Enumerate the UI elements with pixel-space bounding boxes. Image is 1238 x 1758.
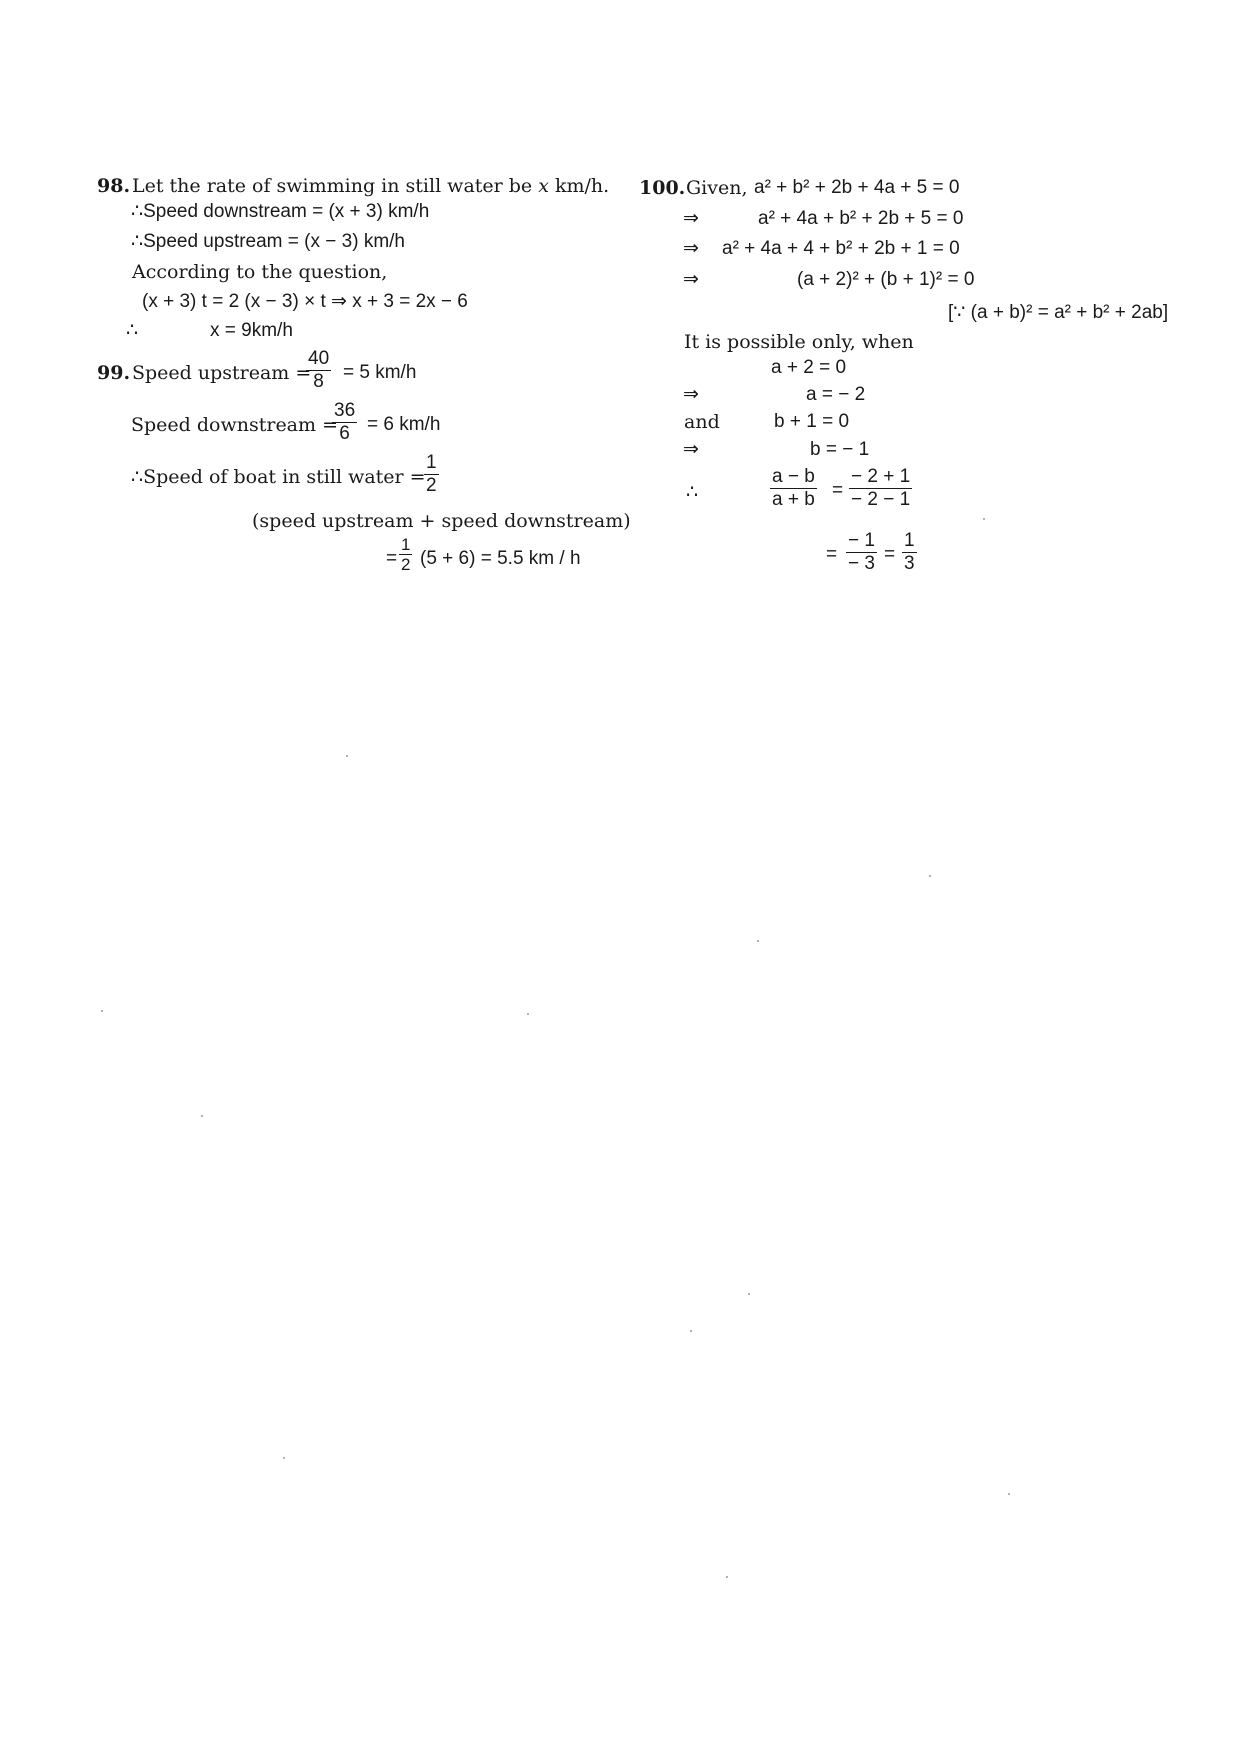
q99-downstream-denominator: 6 — [339, 423, 350, 444]
q100-therefore: ∴ — [686, 482, 699, 503]
q99-upstream-fraction — [306, 348, 331, 393]
q99-final-equals: = — [386, 548, 398, 569]
q99-downstream-label: Speed downstream = — [131, 414, 338, 436]
q99-downstream-numerator: 36 — [334, 400, 356, 421]
scan-speckle — [929, 875, 931, 877]
q100-implies-1: ⇒ — [683, 208, 699, 229]
q100-fraction-values-numerator: − 2 + 1 — [851, 466, 911, 487]
scan-speckle — [757, 940, 759, 942]
q100-implies-2: ⇒ — [683, 238, 699, 259]
q98-line1: Let the rate of swimming in still water be x km/h. — [132, 175, 610, 197]
scan-speckle — [201, 1115, 203, 1117]
q99-half-fraction — [424, 452, 439, 497]
q100-cond1: a + 2 = 0 — [771, 357, 847, 378]
q100-eq2: a² + 4a + b² + 2b + 5 = 0 — [758, 208, 964, 229]
scan-speckle — [690, 1330, 692, 1332]
q100-res2: b = − 1 — [810, 439, 870, 460]
q98-speed-downstream: ∴Speed downstream = (x + 3) km/h — [131, 201, 430, 222]
q99-number: 99. — [97, 362, 131, 384]
q100-fraction-values-denominator: − 2 − 1 — [851, 489, 911, 510]
q100-implies-3: ⇒ — [683, 269, 699, 290]
scan-speckle — [1008, 1493, 1010, 1495]
q99-upstream-result: = 5 km/h — [343, 362, 417, 383]
q99-final-half-numerator: 1 — [401, 535, 411, 554]
q99-upstream-label: Speed upstream = — [132, 362, 312, 384]
q99-downstream-fraction — [332, 400, 357, 445]
q100-fraction-values — [849, 466, 912, 511]
q98-number: 98. — [97, 175, 131, 197]
q100-fraction-third-denominator: 3 — [904, 553, 915, 574]
q100-and: and — [684, 411, 720, 433]
q100-eq1: a² + b² + 2b + 4a + 5 = 0 — [754, 177, 960, 198]
q100-fraction-ab — [770, 466, 817, 511]
scan-speckle — [983, 518, 985, 520]
q98-result: x = 9km/h — [210, 320, 293, 341]
q100-fraction-neg — [846, 530, 877, 575]
scan-speckle — [748, 1293, 750, 1295]
q98-equation: (x + 3) t = 2 (x − 3) × t ⇒ x + 3 = 2x − 6 — [142, 291, 468, 312]
q100-eq3: a² + 4a + 4 + b² + 2b + 1 = 0 — [722, 238, 960, 259]
q99-half-numerator: 1 — [426, 452, 437, 473]
q100-implies-4: ⇒ — [683, 384, 699, 405]
q100-fraction-neg-numerator: − 1 — [848, 530, 875, 551]
scan-speckle — [101, 1010, 103, 1012]
q99-upstream-numerator: 40 — [308, 348, 330, 369]
q100-number: 100. — [639, 177, 686, 199]
scan-speckle — [726, 1576, 728, 1578]
q99-final-half-denominator: 2 — [401, 555, 411, 574]
q100-equals-3: = — [884, 544, 896, 565]
q100-fraction-ab-numerator: a − b — [772, 466, 815, 487]
q98-therefore: ∴ — [126, 320, 139, 341]
q100-fraction-third-numerator: 1 — [904, 530, 915, 551]
q100-eq4: (a + 2)² + (b + 1)² = 0 — [797, 269, 975, 290]
q100-given: Given, — [686, 177, 748, 199]
q100-fraction-neg-denominator: − 3 — [848, 553, 875, 574]
q100-possible: It is possible only, when — [684, 331, 914, 353]
scan-speckle — [346, 755, 348, 757]
q100-res1: a = − 2 — [806, 384, 866, 405]
q98-speed-upstream: ∴Speed upstream = (x − 3) km/h — [131, 231, 405, 252]
q99-half-denominator: 2 — [426, 475, 437, 496]
q100-cond2: b + 1 = 0 — [774, 411, 850, 432]
q99-final-half-fraction — [399, 535, 412, 574]
scan-speckle — [283, 1457, 285, 1459]
q100-fraction-third — [902, 530, 917, 575]
q100-fraction-ab-denominator: a + b — [772, 489, 815, 510]
q99-final-result: (5 + 6) = 5.5 km / h — [420, 548, 581, 569]
q100-equals-1: = — [832, 480, 844, 501]
q100-identity: [∵ (a + b)² = a² + b² + 2ab] — [948, 302, 1169, 323]
q99-downstream-result: = 6 km/h — [367, 414, 441, 435]
q99-upstream-denominator: 8 — [313, 371, 324, 392]
q98-according: According to the question, — [132, 261, 388, 283]
scan-speckle — [527, 1013, 529, 1015]
q100-implies-5: ⇒ — [683, 439, 699, 460]
q99-paren-text: (speed upstream + speed downstream) — [252, 510, 631, 532]
q99-still-water-label: ∴Speed of boat in still water = — [131, 466, 426, 488]
q100-equals-2: = — [826, 544, 838, 565]
